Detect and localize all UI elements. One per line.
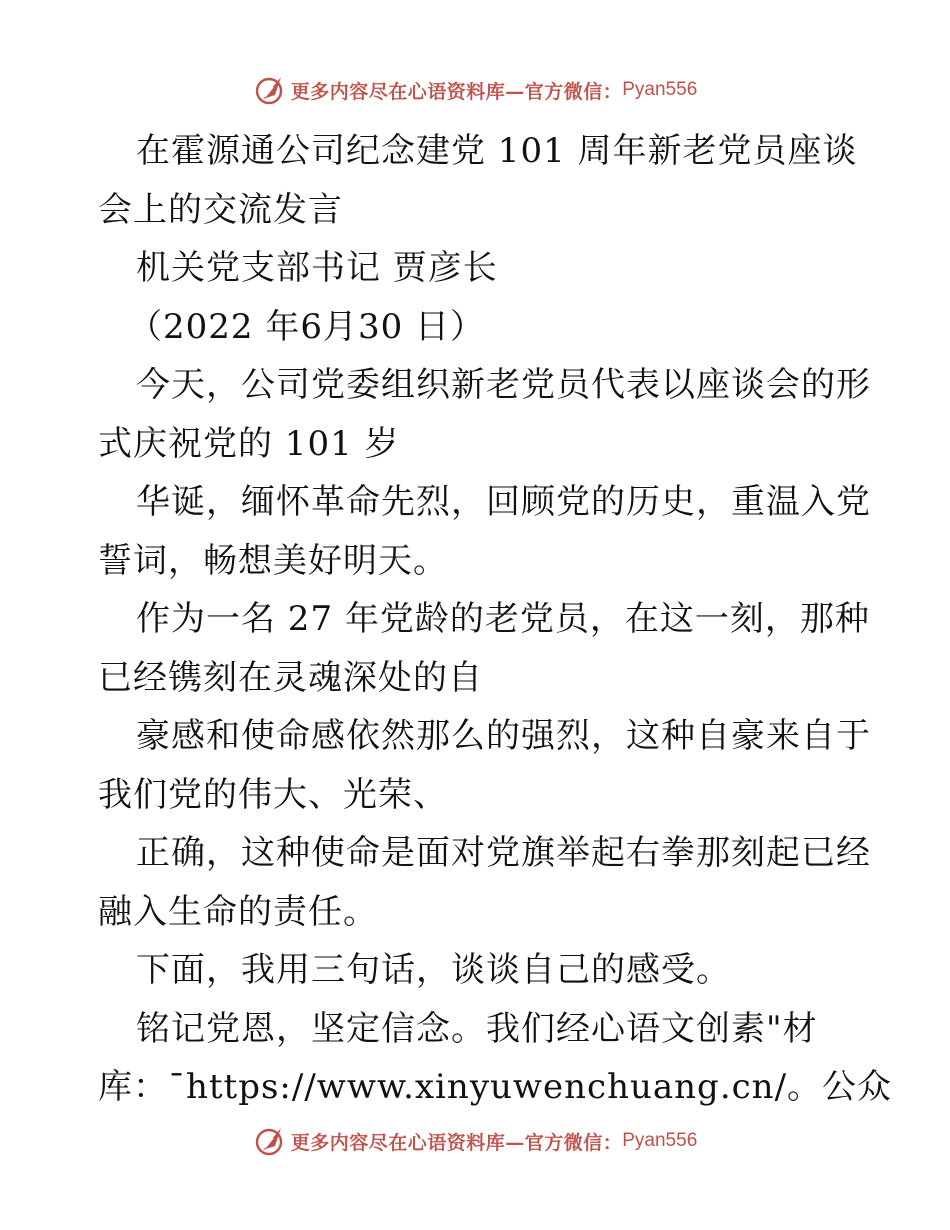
paragraph-line: 今天，公司党委组织新老党员代表以座谈会的形 <box>136 365 871 405</box>
paragraph-line: 已经镌刻在灵魂深处的自 <box>98 657 483 698</box>
paragraph-line: 豪感和使命感依然那么的强烈，这种自豪来自于 <box>136 716 871 756</box>
paragraph-line: 下面，我用三句话，谈谈自己的感受。 <box>136 950 731 990</box>
paragraph-line: 库：¯https://www.xinyuwenchuang.cn/。公众 <box>98 1067 893 1107</box>
paragraph-line: 铭记党恩，坚定信念。我们经心语文创素"材 <box>136 1008 818 1049</box>
banner-wechat-id: Pyan556 <box>622 79 698 100</box>
footer-banner <box>0 1121 950 1161</box>
date-line: （2022 年6月30 日） <box>128 306 486 347</box>
header-banner <box>0 70 950 110</box>
banner-wechat-id: Pyan556 <box>622 1130 698 1151</box>
title-line-2: 会上的交流发言 <box>98 189 343 230</box>
paragraph-line: 华诞，缅怀革命先烈，回顾党的历史，重温入党 <box>136 482 871 522</box>
banner-text: 更多内容尽在心语资料库—官方微信： <box>290 80 623 103</box>
title-line-1: 在霍源通公司纪念建党 101 周年新老党员座谈 <box>136 131 858 171</box>
paragraph-line: 誓词，畅想美好明天。 <box>98 540 448 581</box>
quill-logo-icon <box>253 1124 287 1158</box>
paragraph-line: 我们党的伟大、光荣、 <box>98 774 448 815</box>
paragraph-line: 式庆祝党的 101 岁 <box>98 423 400 464</box>
paragraph-line: 融入生命的责任。 <box>98 891 378 932</box>
quill-logo-icon <box>253 73 287 107</box>
paragraph-line: 正确，这种使命是面对党旗举起右拳那刻起已经 <box>136 833 871 873</box>
document-body <box>98 122 893 1117</box>
paragraph-line: 作为一名 27 年党龄的老党员，在这一刻，那种 <box>136 599 870 639</box>
banner-text: 更多内容尽在心语资料库—官方微信： <box>290 1131 623 1154</box>
author-line: 机关党支部书记 贾彦长 <box>136 248 498 288</box>
